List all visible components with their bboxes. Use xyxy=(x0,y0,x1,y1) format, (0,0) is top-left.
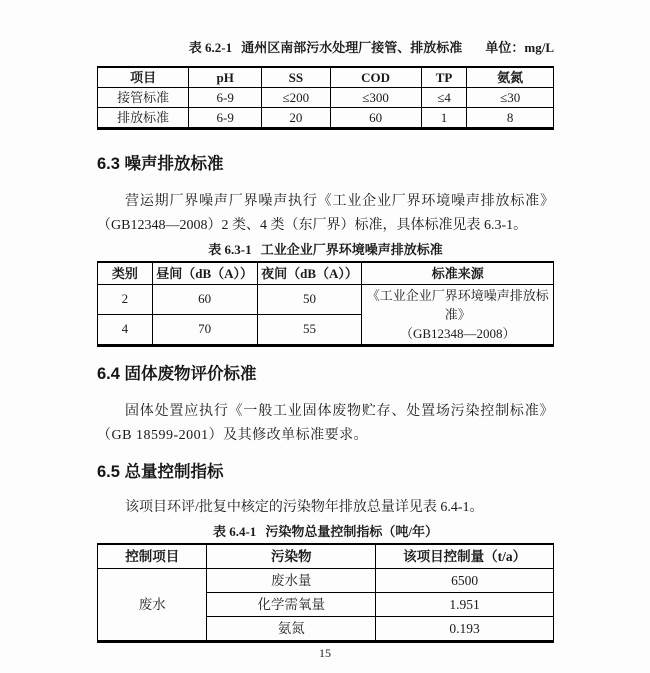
table-641-caption xyxy=(97,524,554,540)
standard-source-line2: （GB12348—2008） xyxy=(399,326,516,341)
table-cell: 60 xyxy=(330,108,421,129)
table-cell: 1 xyxy=(421,108,467,129)
section-65-paragraph: 该项目环评/批复中核定的污染物年排放总量详见表 6.4-1。 xyxy=(125,500,484,515)
table-631-caption-title: 工业企业厂界环境噪声排放标准 xyxy=(260,242,443,257)
section-63-paragraph: 营运期厂界噪声厂界噪声执行《工业企业厂界环境噪声排放标准》（GB12348—2008）2 类、4 类（东厂界）标准，具体标准见表 6.3-1。 xyxy=(97,194,554,233)
table-cell: 8 xyxy=(467,108,554,129)
table-cell: ≤30 xyxy=(467,88,554,108)
header-cell: 标准来源 xyxy=(362,262,554,285)
pollutant-total-control-table xyxy=(97,543,554,643)
header-cell: pH xyxy=(189,67,262,88)
table-header-row xyxy=(98,262,554,285)
table-cell: 55 xyxy=(257,314,362,345)
table-cell: 化学需氧量 xyxy=(207,593,376,617)
header-cell: 氨氮 xyxy=(467,67,554,88)
table-cell: 6-9 xyxy=(189,108,262,129)
table-cell: 接管标准 xyxy=(98,88,189,108)
header-cell: COD xyxy=(330,67,421,88)
table-cell: 排放标准 xyxy=(98,108,189,129)
section-64-paragraph: 固体处置应执行《一般工业固体废物贮存、处置场污染控制标准》（GB 18599-2001）及其修改单标准要求。 xyxy=(97,404,554,443)
header-cell: TP xyxy=(421,67,467,88)
table-cell: 60 xyxy=(152,285,257,315)
table-621-unit-label: 单位：mg/L xyxy=(485,40,554,55)
table-cell: ≤200 xyxy=(262,88,330,108)
table-cell: 6-9 xyxy=(189,88,262,108)
table-cell: ≤4 xyxy=(421,88,467,108)
section-65-heading: 6.5 总量控制指标 xyxy=(97,463,224,481)
section-63-heading: 6.3 噪声排放标准 xyxy=(97,155,224,173)
table-631-caption xyxy=(97,242,554,258)
table-621-caption-title: 通州区南部污水处理厂接管、排放标准 xyxy=(241,40,463,55)
standard-source-line1: 《工业企业厂界环境噪声排放标准》 xyxy=(366,288,549,322)
table-header-row xyxy=(98,67,554,88)
table-cell: 0.193 xyxy=(376,617,554,642)
table-cell: ≤300 xyxy=(330,88,421,108)
table-row xyxy=(98,88,554,108)
header-cell: 夜间（dB（A）） xyxy=(257,262,362,285)
table-cell: 20 xyxy=(262,108,330,129)
table-row xyxy=(98,285,554,315)
header-cell: 类别 xyxy=(98,262,153,285)
header-cell: 污染物 xyxy=(207,544,376,569)
section-64-heading: 6.4 固体废物评价标准 xyxy=(97,365,257,383)
table-641-caption-label: 表 6.4-1 xyxy=(212,524,257,539)
table-cell: 70 xyxy=(152,314,257,345)
noise-standards-table xyxy=(97,261,554,347)
page-number: 15 xyxy=(319,646,331,660)
header-cell: 该项目控制量（t/a） xyxy=(376,544,554,569)
table-row xyxy=(98,569,554,593)
header-cell: 项目 xyxy=(98,67,189,88)
table-cell: 50 xyxy=(257,285,362,315)
standard-source-cell xyxy=(362,285,554,346)
table-header-row xyxy=(98,544,554,569)
table-cell: 2 xyxy=(98,285,153,315)
table-cell: 6500 xyxy=(376,569,554,593)
control-item-group-cell: 废水 xyxy=(98,569,207,642)
table-cell: 1.951 xyxy=(376,593,554,617)
table-631-caption-label: 表 6.3-1 xyxy=(208,242,252,257)
table-cell: 4 xyxy=(98,314,153,345)
table-cell: 氨氮 xyxy=(207,617,376,642)
header-cell: SS xyxy=(262,67,330,88)
header-cell: 控制项目 xyxy=(98,544,207,569)
table-cell: 废水量 xyxy=(207,569,376,593)
header-cell: 昼间（dB（A）） xyxy=(152,262,257,285)
table-641-caption-title: 污染物总量控制指标（吨/年） xyxy=(265,524,439,539)
table-621-caption xyxy=(97,40,554,56)
table-row xyxy=(98,108,554,129)
table-621-caption-label: 表 6.2-1 xyxy=(188,40,233,55)
sewage-plant-standards-table xyxy=(97,66,554,130)
